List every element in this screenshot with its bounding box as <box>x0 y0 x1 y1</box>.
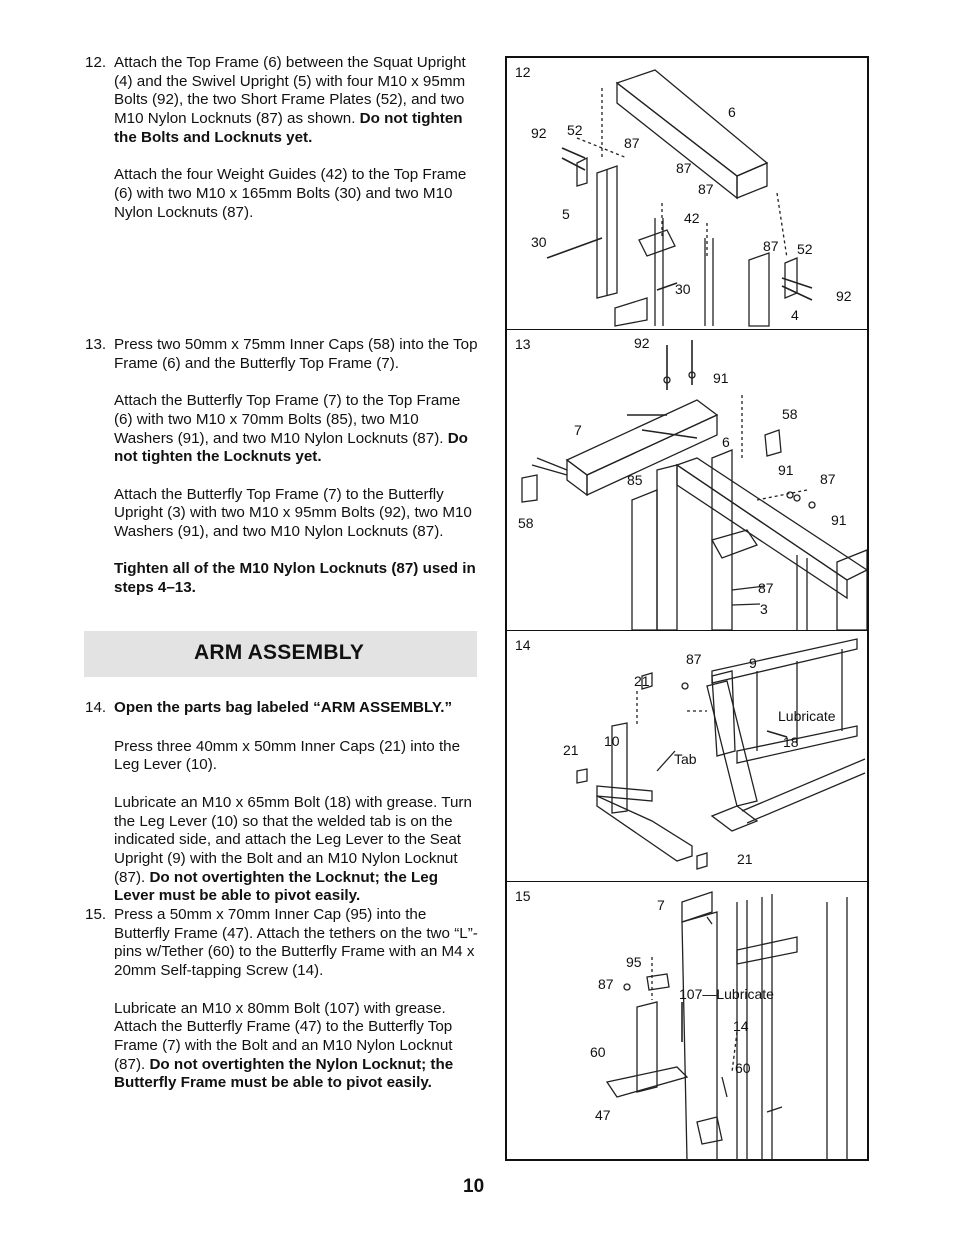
section-banner <box>84 631 477 677</box>
callout-label: 91 <box>713 370 729 386</box>
callout-label: 87 <box>598 976 614 992</box>
step-paragraph: Attach the Top Frame (6) between the Squat Upright (4) and the Swivel Upright (5) with four M10 x 95mm Bolts (92), the two Short Frame Plates (52), and two M10 Nylon Locknuts (87) as shown. Do not tighten the Bolts and Locknuts yet. <box>114 54 466 146</box>
step-number: 12. <box>85 54 107 71</box>
callout-label: 21 <box>737 851 753 867</box>
callout-label: 42 <box>684 210 700 226</box>
step-paragraph: Open the parts bag labeled “ARM ASSEMBLY.” <box>114 699 453 716</box>
callout-label: 58 <box>782 406 798 422</box>
callout-label: 91 <box>778 462 794 478</box>
callout-label: 92 <box>836 288 852 304</box>
callout-label: 9 <box>749 655 757 671</box>
callout-label: 30 <box>531 234 547 250</box>
callout-label: 6 <box>728 104 736 120</box>
callout-label: 92 <box>634 335 650 351</box>
figure-number: 14 <box>515 637 531 653</box>
figure-number: 15 <box>515 888 531 904</box>
callout-label: 87 <box>820 471 836 487</box>
callout-label: 87 <box>624 135 640 151</box>
callout-label: 30 <box>675 281 691 297</box>
step-paragraph: Lubricate an M10 x 80mm Bolt (107) with grease. Attach the Butterfly Frame (47) to the Butterfly Top Frame (7) with the Bolt and an M10 Nylon Locknut (87). Do not overtighten the Nylon Locknut; the Butterfly Frame must be able to pivot easily. <box>114 999 454 1092</box>
step-15 <box>85 906 480 1093</box>
step-13 <box>85 336 480 598</box>
step-12 <box>85 54 480 336</box>
callout-label: 18 <box>783 734 799 750</box>
callout-label: 87 <box>763 238 779 254</box>
section-title: ARM ASSEMBLY <box>194 641 365 664</box>
callout-label: 5 <box>562 206 570 222</box>
callout-label: 7 <box>657 897 665 913</box>
callout-label: 91 <box>831 512 847 528</box>
step-paragraph: Attach the Butterfly Top Frame (7) to the Top Frame (6) with two M10 x 70mm Bolts (85), two M10 Washers (91), and two M10 Nylon Locknuts (87). Do not tighten the Locknuts yet. <box>114 392 468 466</box>
figure-15-drawing <box>507 882 867 1160</box>
callout-label: 21 <box>563 742 579 758</box>
callout-label: 60 <box>590 1044 606 1060</box>
step-paragraph: Press a 50mm x 70mm Inner Cap (95) into the Butterfly Frame (47). Attach the tethers on the two “L”-pins w/Tether (60) to the Butterfly Frame with an M4 x 20mm Self-tapping Screw (14). <box>114 906 478 980</box>
figure-panel-15 <box>507 881 867 1160</box>
page-number: 10 <box>463 1176 485 1197</box>
callout-label: 47 <box>595 1107 611 1123</box>
instructions-column <box>85 54 480 598</box>
callout-label: 60 <box>735 1060 751 1076</box>
step-paragraph: Press three 40mm x 50mm Inner Caps (21) into the Leg Lever (10). <box>114 737 461 774</box>
callout-label: 87 <box>676 160 692 176</box>
callout-label: 52 <box>567 122 583 138</box>
callout-label: 21 <box>634 673 650 689</box>
figure-13-drawing <box>507 330 867 631</box>
step-paragraph: Lubricate an M10 x 65mm Bolt (18) with grease. Turn the Leg Lever (10) so that the welded tab is on the indicated side, and attach the Leg Lever to the Seat Upright (9) with the Bolt and an M10 Nylon Locknut (87). Do not overtighten the Locknut; the Leg Lever must be able to pivot easily. <box>114 793 472 905</box>
step-number: 13. <box>85 336 107 353</box>
figure-panel-12 <box>507 58 867 329</box>
callout-label: 3 <box>760 601 768 617</box>
callout-label: 52 <box>797 241 813 257</box>
step-number: 14. <box>85 699 107 716</box>
figure-number: 13 <box>515 336 531 352</box>
instructions-column-arm <box>85 699 480 1093</box>
figure-panel-13 <box>507 329 867 631</box>
step-paragraph: Tighten all of the M10 Nylon Locknuts (87) used in steps 4–13. <box>114 560 476 597</box>
callout-label: Lubricate <box>778 708 836 724</box>
callout-label: 85 <box>627 472 643 488</box>
figure-panel-14 <box>507 630 867 882</box>
callout-label: 87 <box>758 580 774 596</box>
callout-label: 10 <box>604 733 620 749</box>
step-paragraph: Press two 50mm x 75mm Inner Caps (58) into the Top Frame (6) and the Butterfly Top Frame (7). <box>114 336 478 372</box>
callout-label: 4 <box>791 307 799 323</box>
callout-label: 107—Lubricate <box>679 986 774 1002</box>
step-number: 15. <box>85 906 107 924</box>
callout-label: 58 <box>518 515 534 531</box>
callout-label: 6 <box>722 434 730 450</box>
figure-column <box>505 56 869 1161</box>
callout-label: Tab <box>674 751 697 767</box>
callout-label: 14 <box>733 1018 749 1034</box>
figure-number: 12 <box>515 64 531 80</box>
callout-label: 95 <box>626 954 642 970</box>
callout-label: 87 <box>686 651 702 667</box>
callout-label: 87 <box>698 181 714 197</box>
step-paragraph: Attach the Butterfly Top Frame (7) to the Butterfly Upright (3) with two M10 x 95mm Bolts (92), two M10 Washers (91), and two M10 Nylon Locknuts (87). <box>114 485 472 540</box>
callout-label: 7 <box>574 422 582 438</box>
step-paragraph: Attach the four Weight Guides (42) to the Top Frame (6) with two M10 x 165mm Bolts (30) and two M10 Nylon Locknuts (87). <box>114 166 467 221</box>
callout-label: 92 <box>531 125 547 141</box>
step-14 <box>85 699 480 906</box>
